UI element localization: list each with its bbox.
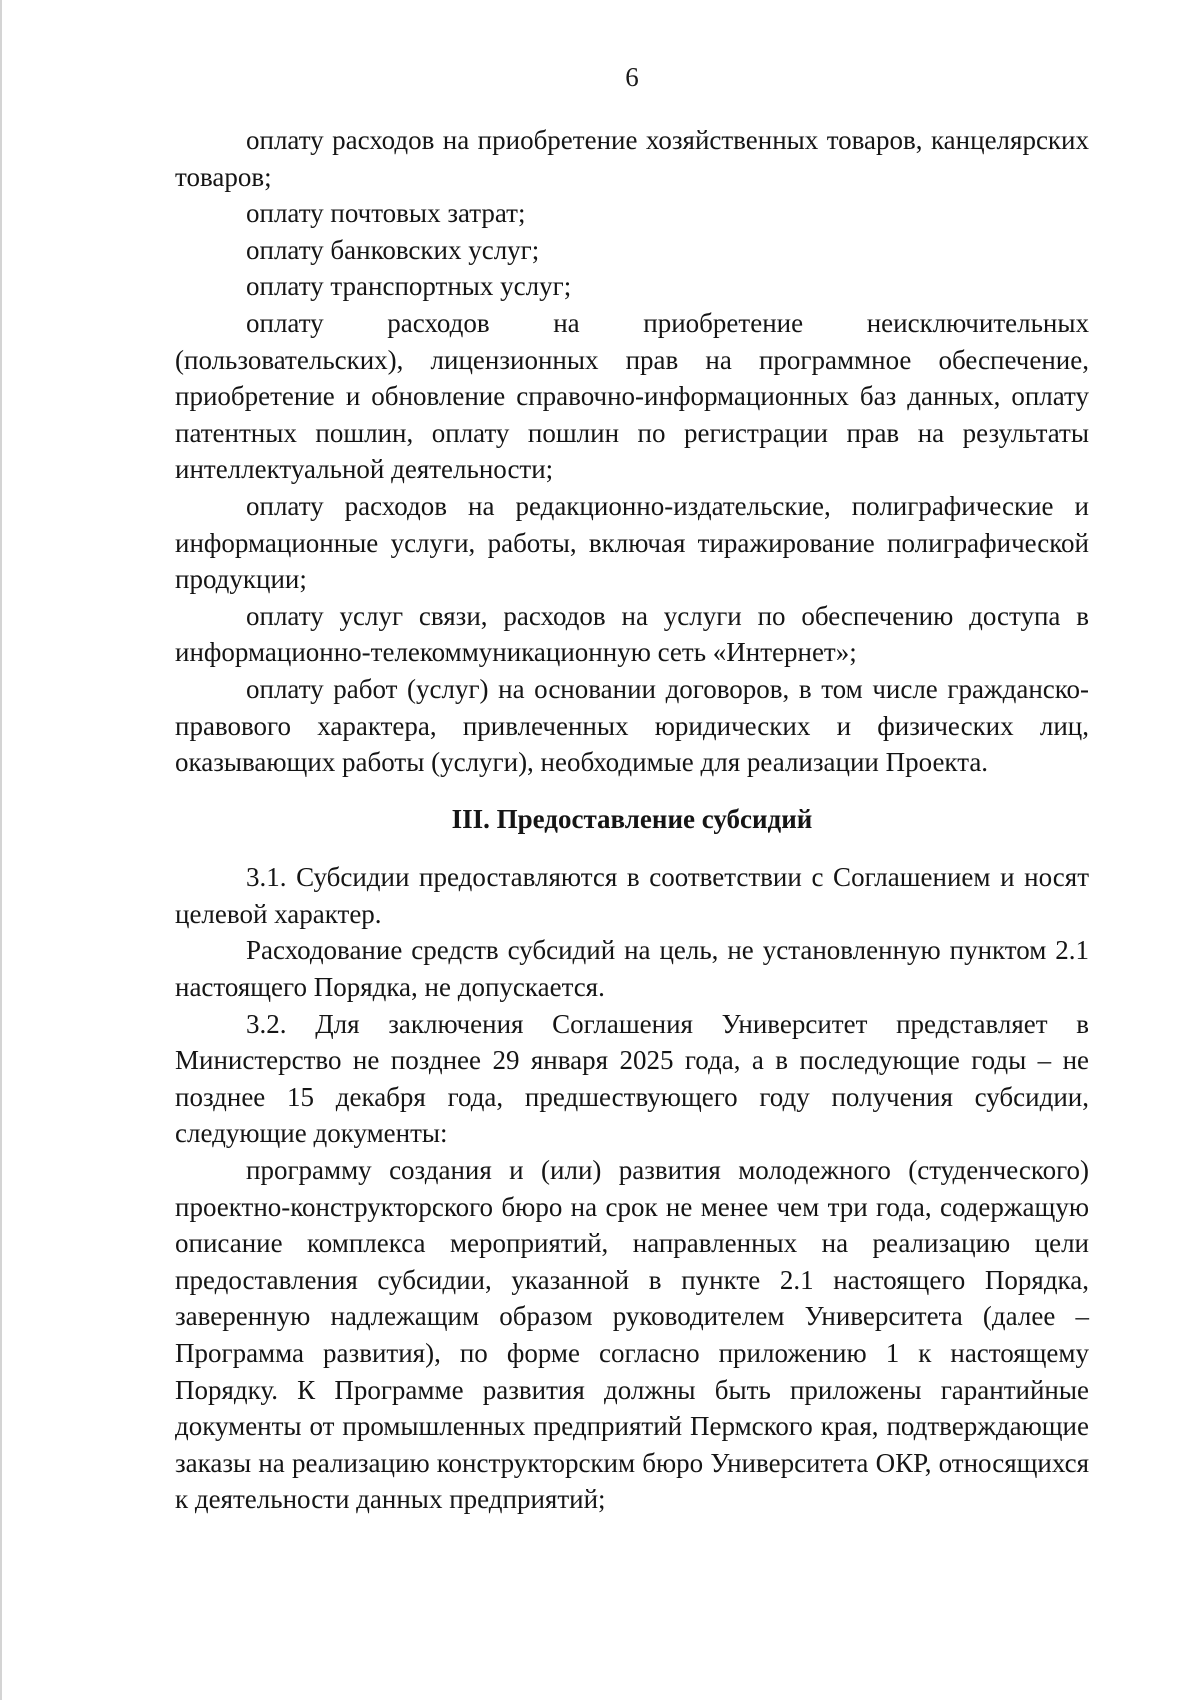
paragraph-publishing-services: оплату расходов на редакционно-издательские, полиграфические и информационные услуги, работы, включая тиражирование полиграфической продукции; (175, 490, 1089, 595)
paragraph-3-1: 3.1. Субсидии предоставляются в соответствии с Соглашением и носят целевой характер. (175, 862, 1089, 929)
section-heading: III. Предоставление субсидий (451, 803, 813, 834)
paragraph-household-goods: оплату расходов на приобретение хозяйственных товаров, канцелярских товаров; (175, 125, 1089, 192)
paragraph-communication-services: оплату услуг связи, расходов на услуги по обеспечению доступа в информационно-телекоммуникационную сеть «Интернет»; (175, 600, 1089, 668)
paragraph-bank-services: оплату банковских услуг; (246, 234, 540, 265)
document-body (175, 122, 1089, 1518)
paragraph-3-2: 3.2. Для заключения Соглашения Университет представляет в Министерство не позднее 29 января 2025 года, а в последующие годы – не позднее 15 декабря года, предшествующего году получения субсидии, следующие документы: (175, 1008, 1089, 1149)
paragraph-license-rights: оплату расходов на приобретение неисключительных (пользовательских), лицензионных прав на программное обеспечение, приобретение и обновление справочно-информационных баз данных, оплату патентных пошлин, оплату пошлин по регистрации прав на результаты интеллектуальной деятельности; (175, 307, 1089, 485)
paragraph-postal-costs: оплату почтовых затрат; (246, 198, 526, 229)
page-number: 6 (625, 62, 639, 92)
paragraph-spending-restriction: Расходование средств субсидий на цель, не установленную пунктом 2.1 настоящего Порядка, не допускается. (175, 935, 1089, 1003)
paragraph-transport-services: оплату транспортных услуг; (246, 271, 572, 302)
paragraph-contract-works: оплату работ (услуг) на основании договоров, в том числе гражданско-правового характера, привлеченных юридических и физических лиц, оказывающих работы (услуги), необходимые для реализации Проекта. (175, 673, 1089, 778)
paragraph-development-program: программу создания и (или) развития молодежного (студенческого) проектно-конструкторского бюро на срок не менее чем три года, содержащую описание комплекса мероприятий, направленных на реализацию цели предоставления субсидии, указанной в пункте 2.1 настоящего Порядка, заверенную надлежащим образом руководителем Университета (далее – Программа развития), по форме согласно приложению 1 к настоящему Порядку. К Программе развития должны быть приложены гарантийные документы от промышленных предприятий Пермского края, подтверждающие заказы на реализацию конструкторским бюро Университета ОКР, относящихся к деятельности данных предприятий; (175, 1155, 1089, 1515)
